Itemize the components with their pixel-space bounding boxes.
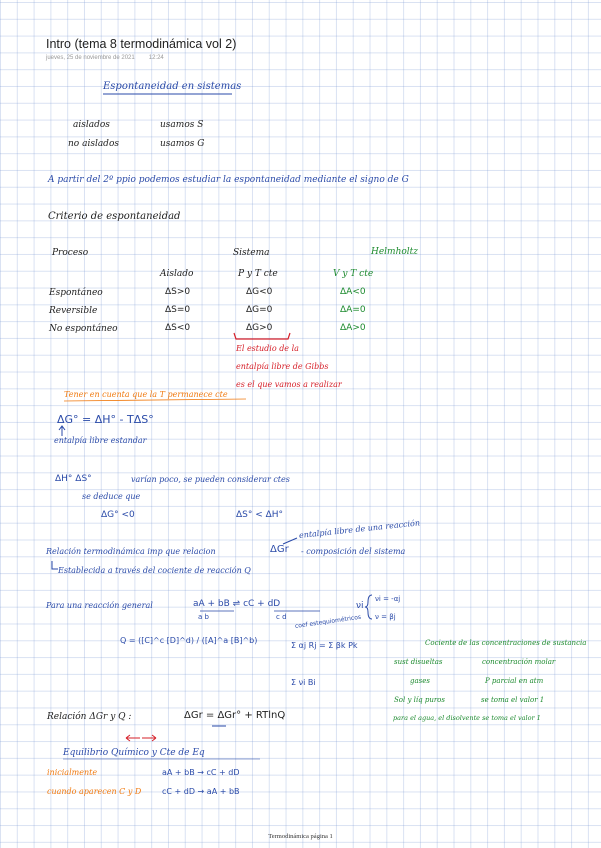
green-se-toma: se toma el valor 1 <box>481 696 545 704</box>
green-sol-liq: Sol y líq puros <box>394 696 445 704</box>
text-a-partir: A partir del 2º ppio podemos estudiar la espontaneidad mediante el signo de G <box>48 175 409 185</box>
orange-inicialmente: inicialmente <box>47 768 98 777</box>
green-p-parcial: P parcial en atm <box>485 677 544 685</box>
text-relacion-dgr-q: Relación ΔGr y Q : <box>47 712 132 722</box>
text-vi-brace-1: νi = -αj <box>375 595 401 603</box>
cell-r2c2: ΔG=0 <box>246 305 273 315</box>
red-arrow-right <box>142 735 156 741</box>
eq-reaction: aA + bB ⇌ cC + dD <box>193 599 281 609</box>
vi-brace <box>365 595 372 619</box>
heading-criterio: Criterio de espontaneidad <box>48 211 181 222</box>
eq-g-lt-0: ΔG° <0 <box>101 510 135 520</box>
text-coef-cd: c d <box>276 613 287 621</box>
row-espontaneo: Espontáneo <box>49 288 103 298</box>
cell-r3c3: ΔA>0 <box>340 323 366 333</box>
text-coef-esteq: coef estequiométricos <box>294 613 362 630</box>
text-aislados: aislados <box>73 120 110 130</box>
red-note-2: entalpía libre de Gibbs <box>236 362 329 371</box>
col-vt-cte: V y T cte <box>333 269 374 279</box>
col-pt-cte: P y T cte <box>238 269 278 279</box>
text-usamos-s: usamos S <box>160 120 204 130</box>
text-dh-ds: ΔH° ΔS° <box>55 474 92 484</box>
col-aislado: Aislado <box>160 269 194 279</box>
text-se-deduce: se deduce que <box>82 492 141 501</box>
green-cociente-note: Cociente de las concentraciones de sustancia <box>425 639 587 647</box>
green-concentracion: concentración molar <box>482 658 556 666</box>
green-sust-disueltas: sust disueltas <box>394 658 443 666</box>
col-sistema: Sistema <box>233 248 270 258</box>
text-establecida: Establecida a través del cociente de reacción Q <box>58 566 251 575</box>
red-bracket <box>234 333 290 339</box>
eq-delta-g: ΔG° = ΔH° - TΔS° <box>57 413 154 426</box>
red-note-3: es el que vamos a realizar <box>236 380 342 389</box>
eq-sum-1: Σ αj Rj = Σ βk Pk <box>291 641 358 650</box>
cell-r2c1: ΔS=0 <box>165 305 191 315</box>
cell-r1c1: ΔS>0 <box>165 287 191 297</box>
page-time: 12:24 <box>148 55 164 61</box>
page-title: Intro (tema 8 termodinámica vol 2) <box>46 37 237 51</box>
orange-cuando-aparecen: cuando aparecen C y D <box>47 787 142 796</box>
orange-note-t-cte: Tener en cuenta que la T permanece cte <box>64 390 228 399</box>
red-arrow-left <box>126 735 140 741</box>
green-agua: para el agua, el disolvente se toma el valor 1 <box>393 714 541 722</box>
cell-r3c2: ΔG>0 <box>246 323 273 333</box>
cell-r3c1: ΔS<0 <box>165 323 191 333</box>
text-relacion-termo: Relación termodinámica imp que relacion <box>46 547 216 556</box>
text-usamos-g: usamos G <box>160 139 205 149</box>
cell-r2c3: ΔA=0 <box>340 305 366 315</box>
green-gases: gases <box>410 677 430 685</box>
text-vi-brace-2: ν = βj <box>375 613 396 621</box>
eq-forward: aA + bB → cC + dD <box>162 768 240 777</box>
row-reversible: Reversible <box>49 306 98 316</box>
eq-cociente-q: Q = ([C]^c [D]^d) / ([A]^a [B]^b) <box>120 636 258 645</box>
col-proceso: Proceso <box>52 248 89 258</box>
text-varian-poco: varían poco, se pueden considerar ctes <box>131 475 290 484</box>
col-helmholtz: Helmholtz <box>371 247 419 257</box>
heading-espontaneidad: Espontaneidad en sistemas <box>103 81 242 92</box>
cell-r1c2: ΔG<0 <box>246 287 273 297</box>
eq-dgr-rtlnq: ΔGr = ΔGr° + RTlnQ <box>184 710 286 721</box>
row-no-espontaneo: No espontáneo <box>49 324 118 334</box>
text-vi: νi <box>356 601 364 611</box>
arrow-establecida <box>52 561 58 569</box>
text-equilibrio: Equilibrio Químico y Cte de Eq <box>63 748 205 758</box>
eq-backward: cC + dD → aA + bB <box>162 787 240 796</box>
page-date: jueves, 25 de noviembre de 2021 <box>46 55 135 61</box>
text-entalpia-reaccion: entalpía libre de una reacción <box>298 518 421 540</box>
text-coef-ab: a b <box>198 613 209 621</box>
orange-underline <box>64 399 246 401</box>
page-footer: Termodinámica página 1 <box>268 833 333 840</box>
text-entalpia-estandar: entalpía libre estandar <box>54 436 147 445</box>
text-dgr: ΔGr <box>270 544 289 555</box>
red-note-1: El estudio de la <box>236 344 299 353</box>
text-para-reaccion: Para una reacción general <box>46 601 153 610</box>
text-composicion: - composición del sistema <box>301 547 406 556</box>
eq-s-lt-h: ΔS° < ΔH° <box>236 510 284 520</box>
eq-sum-2: Σ νi Bi <box>291 678 316 687</box>
arrow-entalpia-reaccion <box>283 538 297 544</box>
cell-r1c3: ΔA<0 <box>340 287 366 297</box>
text-no-aislados: no aislados <box>68 139 119 149</box>
